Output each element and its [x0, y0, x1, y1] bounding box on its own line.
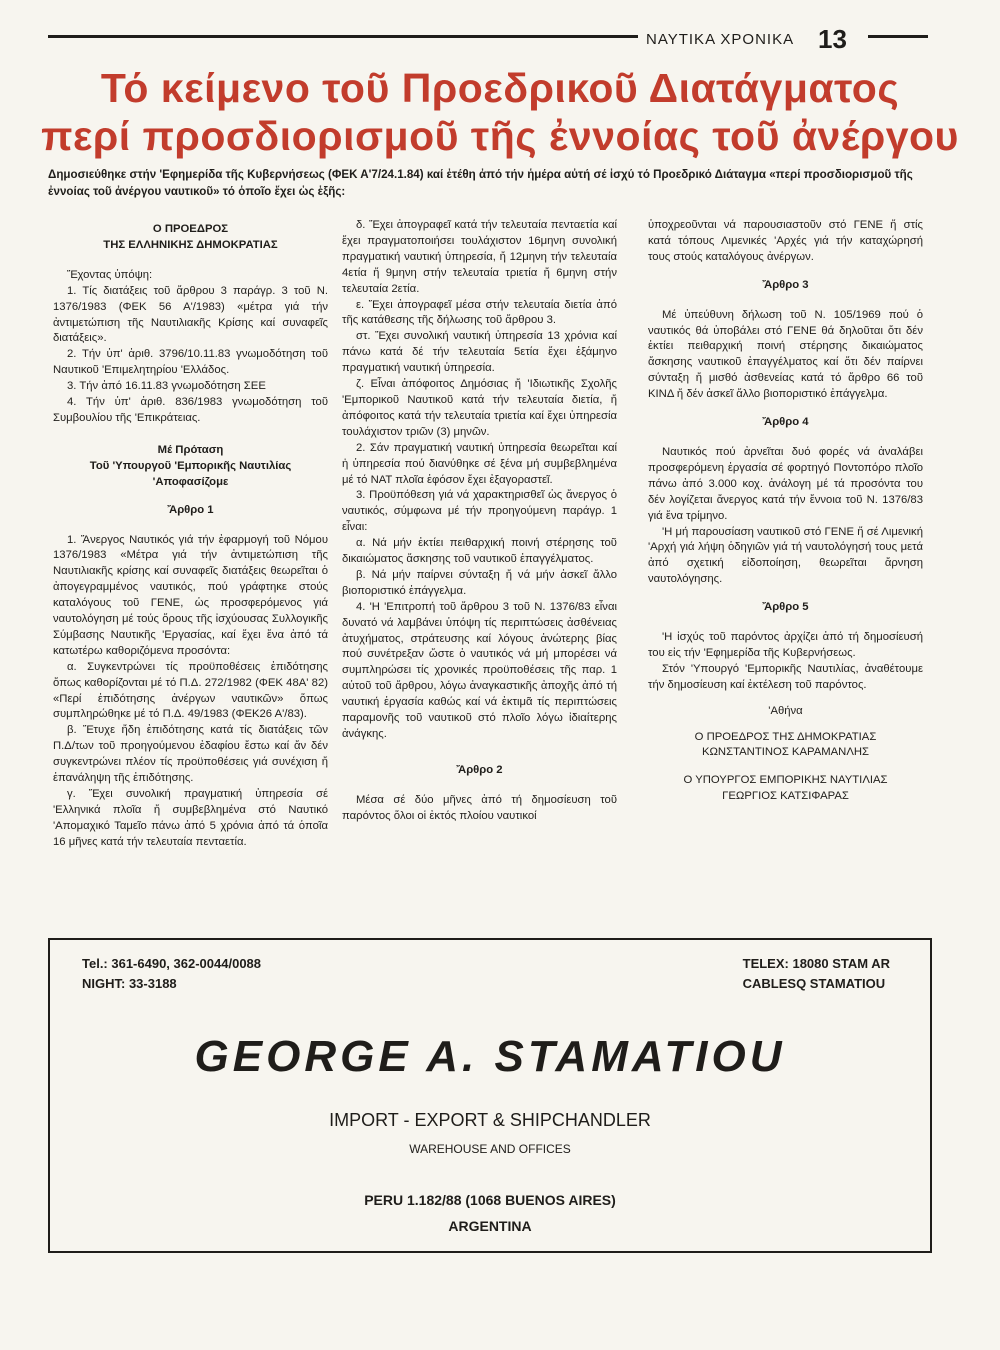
recital-4: 4. Τήν ὑπ' ἀριθ. 836/1983 γνωμοδότηση τοῦ Συμβουλίου τῆς 'Επικράτειας. [53, 396, 328, 424]
title-line-1: Τό κείμενο τοῦ Προεδρικοῦ Διατάγματος [100, 65, 900, 111]
signature-minister-name: ΓΕΩΡΓΙΟΣ ΚΑΤΣΙΦΑΡΑΣ [722, 790, 849, 803]
article-1-item-a: α. Συγκεντρώνει τίς προϋποθέσεις ἐπιδότησης ὅπως καθορίζονται μέ τό Π.Δ. 272/1982 (ΦΕΚ 48Α' 82) «Περί ἐπιδότησης ἀνέργων ναυτικῶν» ὅπως συμπληρώθηκε μέ τό Π.Δ. 49/1983 (ΦΕΚ26 Α'/83). [53, 660, 328, 721]
article-1-para-1: 1. Ἄνεργος Ναυτικός γιά τήν ἐφαρμογή τοῦ Νόμου 1376/1983 «Μέτρα γιά τήν ἀντιμετώπιση τῆς Ναυτιλιακῆς κρίσης καί συναφεῖς διατάξεις θεωρεῖται ὁ ἀπογεγραμμένος ναυτικός, πού γράφτηκε στούς καταλόγους τοῦ ΓΕΝΕ, ὡς προσφερόμενος γιά ναυτολόγηση μέ τούς ὅρους τῆς ἰσχύουσας Συλλογικῆς Σύμβασης Ναυτικῆς 'Εργασίας, καί ἔχει ἕνα ἀπό τά κατωτέρω καθοριζόμενα προσόντα: [53, 533, 328, 657]
article-1-item-e: ε. Ἔχει ἀπογραφεῖ μέσα στήν τελευταία διετία ἀπό τῆς κατάθεσης τῆς δήλωσης τοῦ ἄρθρου 3. [342, 298, 617, 327]
article-1-item-b: β. Ἔτυχε ἤδη ἐπιδότησης κατά τίς διατάξεις τῶν Π.Δ/των τοῦ προηγούμενου ἐδαφίου ἔστω καί ἄν δέν συγκεντρώνει πλέον τίς προϋποθέσεις γιά συνέχιση ἤ ἐπανάληψη τῆς ἐπιδότησης. [53, 724, 328, 785]
ad-address: PERU 1.182/88 (1068 BUENOS AIRES) [364, 1192, 616, 1208]
recital-3: 3. Τήν ἀπό 16.11.83 γνωμοδότηση ΣΕΕ [67, 380, 266, 393]
ad-telex: TELEX: 18080 STAM AR [742, 956, 890, 971]
article-1-item-d: δ. Ἔχει ἀπογραφεῖ κατά τήν τελευταία πενταετία καί ἔχει πραγματοποιήσει τουλάχιστον 16μηνη συνολική πραγματική ναυτική ὑπηρεσία, ἤ 12μηνη τήν τελευταία 4ετία ἤ 9μηνη στήν τελευταία τριετία ἤ 6μηνη στήν τελευταία 2ετία. [342, 219, 617, 295]
article-1-para-2: 2. Σάν πραγματική ναυτική ὑπηρεσία θεωρεῖται καί ἡ ὑπηρεσία πού διανύθηκε σέ ξένα μή συμβεβλημένα μέ τό ΝΑΤ πλοῖα ἐφόσον ἔχει ἐξαγοραστεῖ. [342, 441, 617, 486]
article-1-item-c: γ. Ἔχει συνολική πραγματική ὑπηρεσία σέ 'Ελληνικά πλοῖα ἤ συμβεβλημένα στό Ναυτικό 'Απομαχικό Ταμεῖο πάνω ἀπό 5 χρόνια ἀπό τά ὁποῖα 16 μῆνες κατά τήν τελευταία πενταετία. [53, 788, 328, 848]
signature-president [648, 730, 923, 762]
article-1-para-3b: β. Νά μήν παίρνει σύνταξη ἤ νά μήν ἀσκεῖ ἄλλο βιοποριστικό ἐπάγγελμα. [342, 568, 617, 597]
article-4-para-1: Ναυτικός πού ἀρνεῖται δυό φορές νά ἀναλάβει προσφερόμενη ἐργασία σέ φορτηγό Ποντοπόρο πλοῖο πάνω ἀπό 3.000 κοχ. ἀνάλογη μέ τά προσόντα του δέν λογίζεται ἄνεργος κατά τήν ἔννοια τοῦ Ν. 1376/83 γιά ἕνα τρίμηνο. [648, 445, 923, 522]
ad-business-line: IMPORT - EXPORT & SHIPCHANDLER [329, 1110, 651, 1130]
article-1-item-st: στ. Ἔχει συνολική ναυτική ὑπηρεσία 13 χρόνια καί πάνω κατά δέ τήν τελευταία 5ετία ἔχει ἑξάμηνο πραγματική ναυτική ὑπηρεσία. [342, 330, 617, 375]
president-heading-line-1: Ο ΠΡΟΕΔΡΟΣ [152, 223, 229, 235]
president-heading [53, 222, 328, 254]
title-line-2: περί προσδιορισμοῦ τῆς ἐννοίας τοῦ ἀνέργου [41, 113, 959, 159]
article-2-continued: ὑποχρεοῦνται νά παρουσιαστοῦν στό ΓΕΝΕ ἤ στίς κατά τόπους Λιμενικές 'Αρχές γιά τήν καταχώρησή τους στούς καταλόγους ἀνέργων. [648, 219, 923, 263]
recital-1: 1. Τίς διατάξεις τοῦ ἄρθρου 3 παράγρ. 3 τοῦ Ν. 1376/1983 (ΦΕΚ 56 Α'/1983) «μέτρα γιά τήν ἀντιμετώπιση τῆς Ναυτιλιακῆς Κρίσης καί συναφεῖς διατάξεις». [53, 284, 328, 345]
column-1 [53, 218, 328, 851]
column-3 [648, 218, 923, 805]
article-5-heading: Ἄρθρο 5 [762, 601, 809, 614]
article-1-item-z: ζ. Εἶναι ἀπόφοιτος Δημόσιας ἤ 'Ιδιωτικῆς Σχολῆς 'Εμπορικοῦ Ναυτικοῦ κατά τήν τελευταία διετία, ἤ ἀπόφοιτος κατά τήν τελευταία τριετία καί ἔχει ὑπηρεσία τουλάχιστον τριῶν (3) μηνῶν. [342, 378, 617, 438]
signature-minister-title: Ο ΥΠΟΥΡΓΟΣ ΕΜΠΟΡΙΚΗΣ ΝΑΥΤΙΛΙΑΣ [683, 774, 888, 787]
article-1-para-3: 3. Προϋπόθεση γιά νά χαρακτηρισθεῖ ὡς ἄνεργος ὁ ναυτικός, σύμφωνα μέ τήν προηγούμενη παράγρ. 1 εἶναι: [342, 489, 617, 534]
header-rule-left [48, 35, 638, 38]
article-3-heading: Ἄρθρο 3 [762, 278, 809, 291]
page-number: 13 [818, 24, 847, 54]
page-header [48, 24, 928, 54]
article-1-para-3a: α. Νά μήν ἐκτίει πειθαρχική ποινή στέρησης τοῦ δικαιώματος ἄσκησης τοῦ ναυτικοῦ ἐπαγγέλματος. [342, 537, 617, 566]
article-2-heading: Ἄρθρο 2 [456, 763, 503, 776]
intro-paragraph: Δημοσιεύθηκε στήν 'Εφημερίδα τῆς Κυβερνήσεως (ΦΕΚ Α'7/24.1.84) καί ἐτέθη ἀπό τήν ἡμέρα αὐτή σέ ἰσχύ τό Προεδρικό Διάταγμα «περί προσδιορισμοῦ τῆς ἐννοίας τοῦ ἀνέργου ναυτικοῦ» τό ὁποῖο ἔχει ὡς ἑξῆς: [48, 168, 913, 198]
ad-contact-left [82, 954, 261, 994]
ad-cable: CABLESQ STAMATIOU [742, 976, 886, 991]
ad-telephone: Tel.: 361-6490, 362-0044/0088 [82, 956, 262, 971]
article-3-para: Μέ ὑπεύθυνη δήλωση τοῦ Ν. 105/1969 πού ὁ ναυτικός θά ὑποβάλει στό ΓΕΝΕ θά δηλοῦται ὅτι δέν ἐκτίει πειθαρχική ποινή στέρησης δικαιώματος ἄσκησης ναυτικοῦ ἐπαγγέλματος καί ὅτι δέν παίρνει σύνταξη ἤ μισθό ἀσθενείας κατά τό ἄρθρο 66 τοῦ ΚΙΝΔ ἤ δέν ἀσκεῖ ἄλλο βιοποριστικό ἐπάγγελμα. [648, 308, 923, 401]
signing-place: 'Αθήνα [768, 704, 803, 717]
article-title [40, 64, 960, 160]
article-5-para-1: 'Η ἰσχύς τοῦ παρόντος ἀρχίζει ἀπό τή δημοσίευσή του εἰς τήν 'Εφημερίδα τῆς Κυβερνήσεως. [648, 631, 923, 659]
ad-country: ARGENTINA [448, 1218, 532, 1234]
article-4-heading: Ἄρθρο 4 [762, 416, 809, 429]
president-heading-line-2: ΤΗΣ ΕΛΛΗΝΙΚΗΣ ΔΗΜΟΚΡΑΤΙΑΣ [103, 238, 278, 251]
article-2-para: Μέσα σέ δύο μῆνες ἀπό τή δημοσίευση τοῦ παρόντος ὅλοι οἱ ἐκτός πλοίου ναυτικοί [342, 793, 617, 822]
column-2 [342, 218, 617, 825]
header-rule-right [868, 35, 928, 38]
ad-night-phone: NIGHT: 33-3188 [82, 976, 177, 991]
signature-minister [648, 773, 923, 805]
publication-name: ΝΑΥΤΙΚΑ ΧΡΟΝΙΚΑ [646, 31, 795, 48]
ad-warehouse-line: WAREHOUSE AND OFFICES [409, 1142, 571, 1156]
proposal-line-1: Μέ Πρόταση [157, 443, 224, 456]
recital-2: 2. Τήν ὑπ' ἀριθ. 3796/10.11.83 γνωμοδότηση τοῦ Ναυτικοῦ 'Επιμελητηρίου 'Ελλάδος. [53, 348, 328, 377]
advertisement-box [48, 938, 932, 1253]
article-5-para-2: Στόν 'Υπουργό 'Εμπορικῆς Ναυτιλίας, ἀναθέτουμε τήν δημοσίευση καί ἐκτέλεση τοῦ παρόντος. [648, 662, 923, 691]
ad-company-name: GEORGE A. STAMATIOU [194, 1032, 786, 1081]
having-regard: Ἔχοντας ὑπόψη: [67, 268, 153, 281]
article-4-para-2: 'Η μή παρουσίαση ναυτικοῦ στό ΓΕΝΕ ἤ σέ Λιμενική 'Αρχή γιά λήψη ὁδηγιῶν γιά τή ναυτολόγησή τους μετά ἀπό σχετική εἰδοποίηση, θεωρεῖται ἄρνηση ναυτολόγησης. [648, 525, 923, 586]
proposal-heading [53, 443, 328, 491]
ad-contact-right [743, 954, 890, 994]
proposal-line-3: 'Αποφασίζομε [152, 475, 229, 488]
signature-president-name: ΚΩΝΣΤΑΝΤΙΝΟΣ ΚΑΡΑΜΑΝΛΗΣ [701, 746, 870, 759]
signature-president-title: Ο ΠΡΟΕΔΡΟΣ ΤΗΣ ΔΗΜΟΚΡΑΤΙΑΣ [694, 730, 877, 743]
article-1-heading: Ἄρθρο 1 [167, 503, 214, 516]
article-1-para-4: 4. 'Η 'Επιτροπή τοῦ ἄρθρου 3 τοῦ Ν. 1376/83 εἶναι δυνατό νά λαμβάνει ὑπόψη τίς περιπτώσεις ἀσθένειας ἀτυχήματος, στράτευσης καί λόγους ἀνώτερης βίας πού συνέτρεξαν ὥστε ὁ ναυτικός νά μή μπορέσει νά συμπληρώσει τίς χρονικές προϋποθέσεις τῆς παρ. 1 αὐτοῦ τοῦ ἄρθρου, λόγω ἀναγκαστικῆς ἀποχῆς ἀπό τή ναυτική ἐργασία καθώς καί νά ἐκτιμᾶ τίς περιπτώσεις παραμονῆς τοῦ ναυτικοῦ στό πλοῖο λόγω ἰδιαίτερης ἀνάγκης. [342, 600, 617, 740]
proposal-line-2: Τοῦ 'Υπουργοῦ 'Εμπορικῆς Ναυτιλίας [89, 459, 292, 472]
